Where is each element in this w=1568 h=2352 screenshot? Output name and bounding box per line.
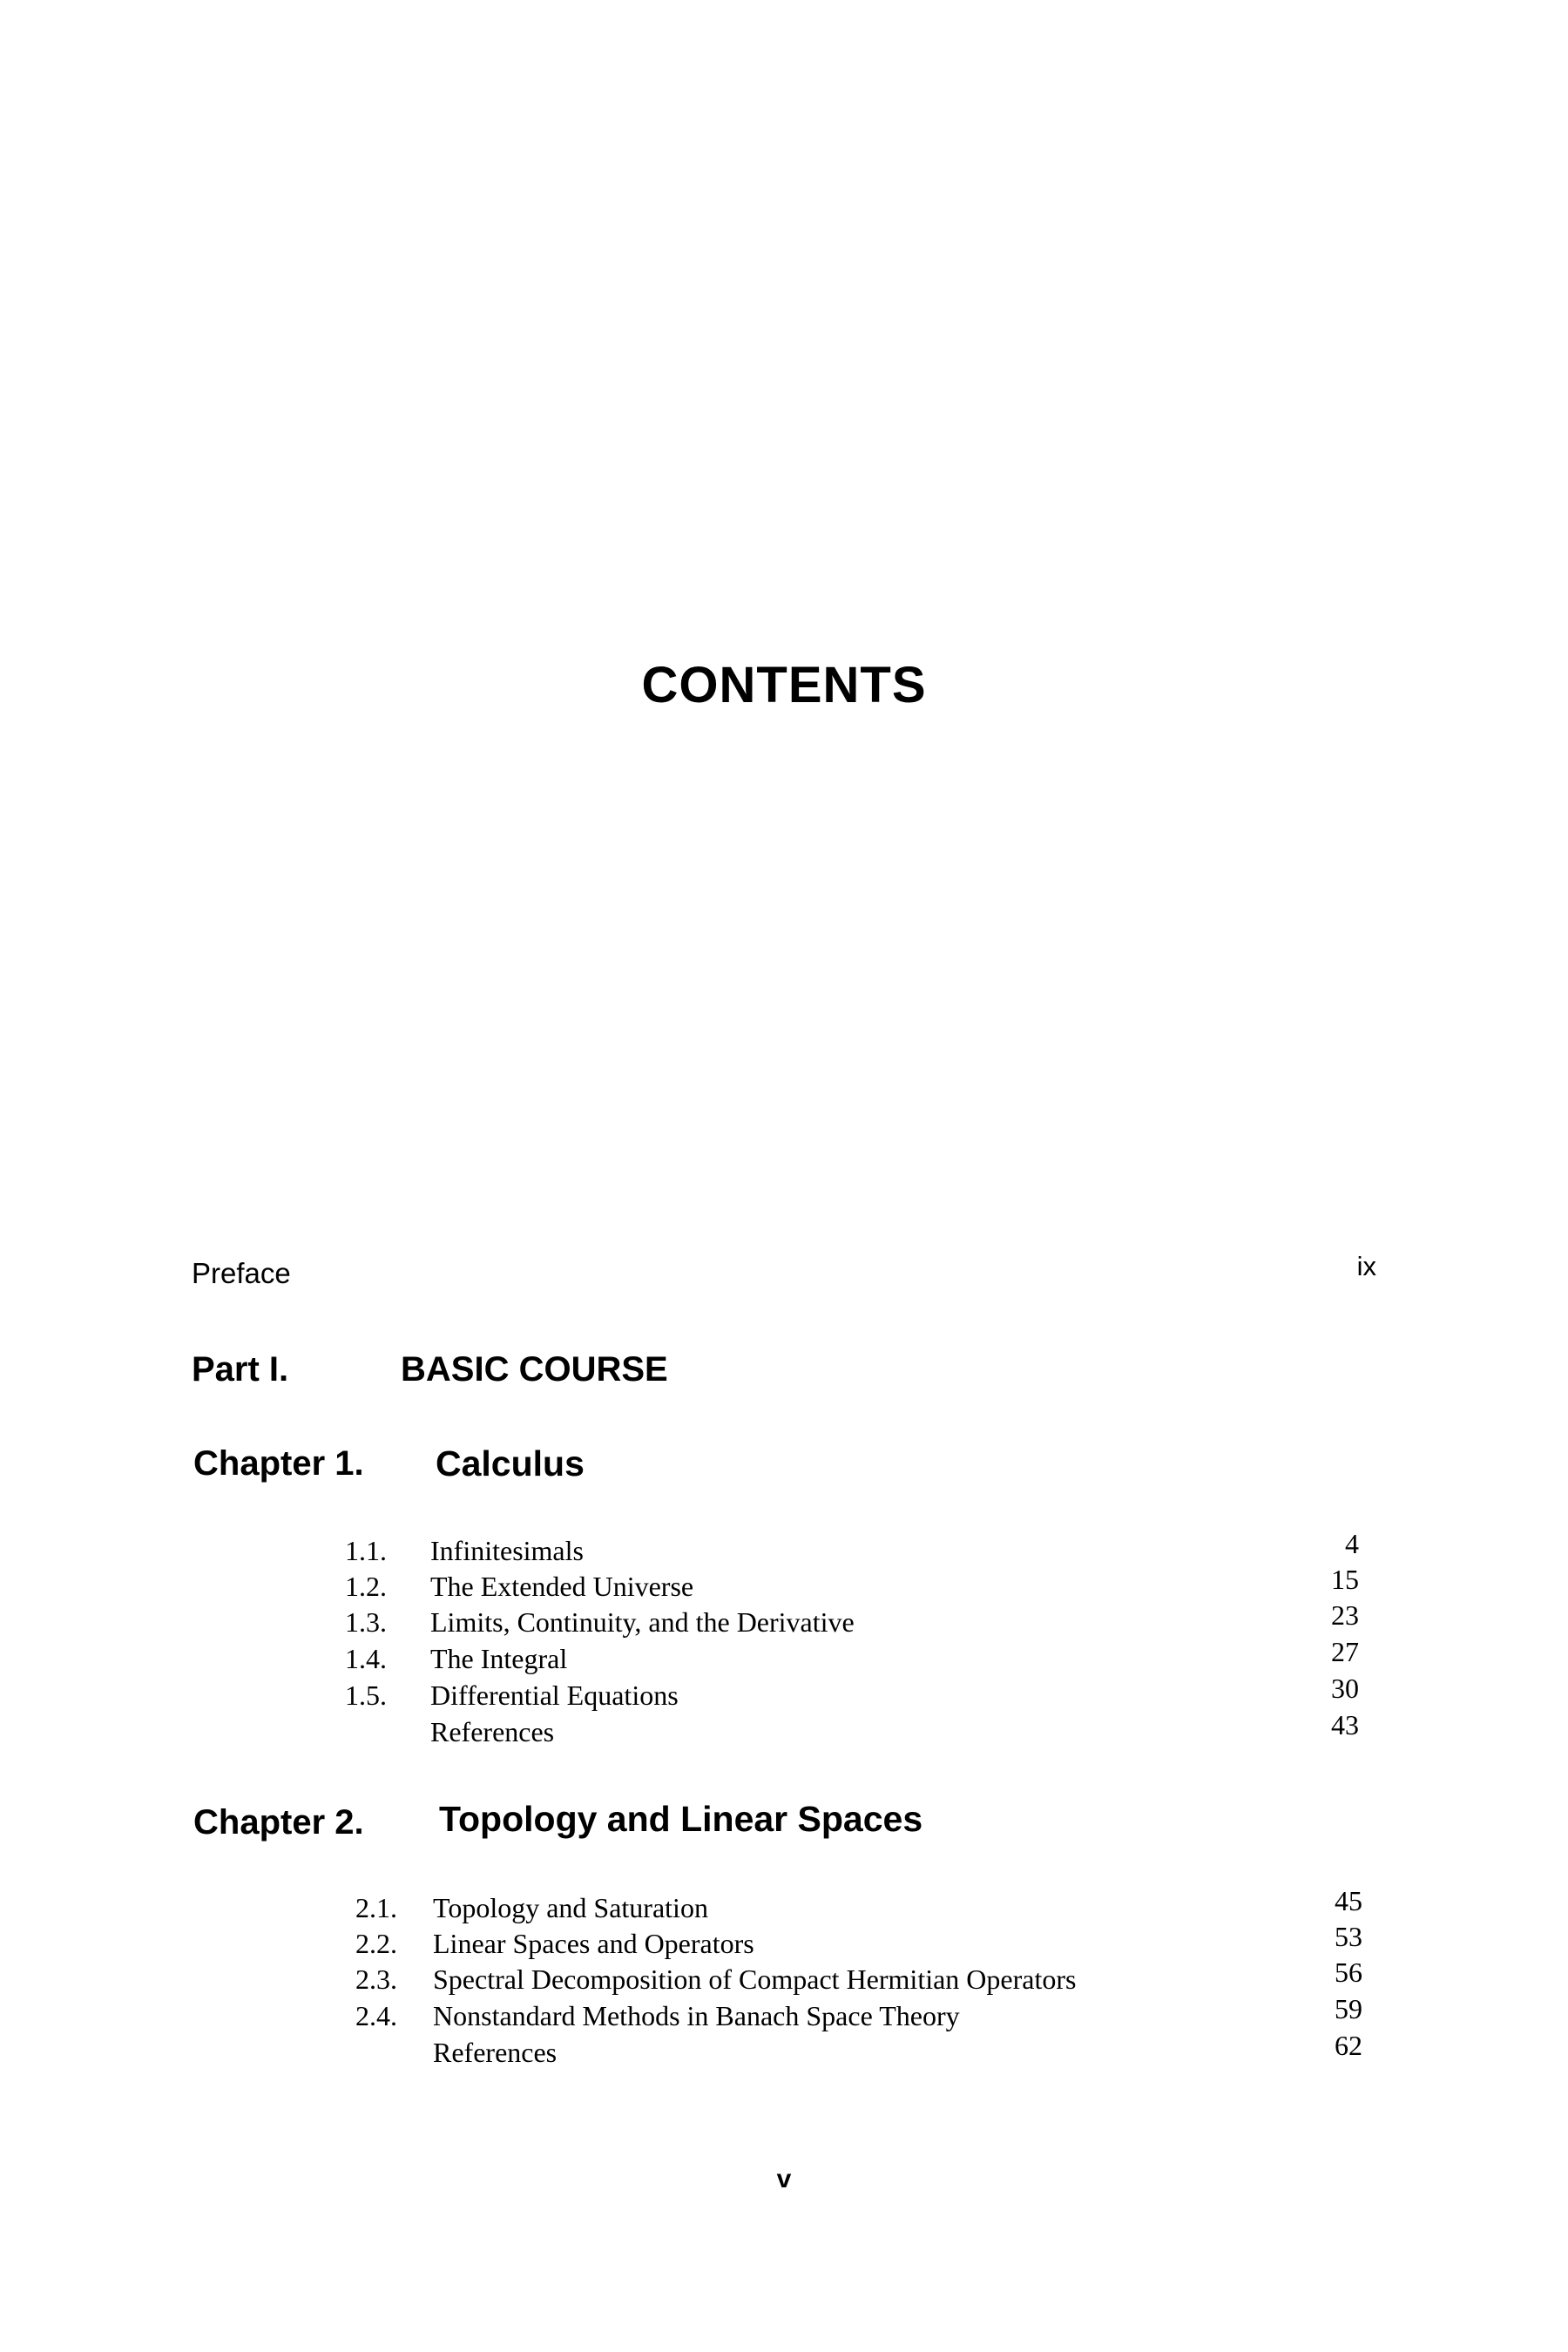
section-page-number: 43	[1331, 1709, 1359, 1740]
section-title: Spectral Decomposition of Compact Hermitian Operators	[433, 1963, 1077, 1995]
section-title: The Extended Universe	[430, 1571, 694, 1602]
section-page-number: 62	[1335, 2030, 1362, 2061]
chapter-2-label: Chapter 2.	[193, 1803, 364, 1842]
preface-label: Preface	[192, 1257, 291, 1289]
section-page-number: 53	[1335, 1921, 1362, 1952]
section-number: 1.3.	[345, 1606, 387, 1638]
section-number: 1.5.	[345, 1680, 387, 1711]
section-title: Nonstandard Methods in Banach Space Theory	[433, 2000, 960, 2031]
section-number: 1.2.	[345, 1571, 387, 1602]
section-title: Linear Spaces and Operators	[433, 1928, 754, 1959]
chapter-2-title: Topology and Linear Spaces	[439, 1799, 923, 1839]
section-number: 1.4.	[345, 1643, 387, 1674]
page-title: CONTENTS	[641, 657, 927, 713]
section-title: References	[433, 2037, 558, 2068]
preface-page-number: ix	[1356, 1251, 1376, 1281]
section-title: Differential Equations	[430, 1680, 679, 1711]
section-page-number: 23	[1331, 1599, 1359, 1631]
section-page-number: 4	[1345, 1528, 1359, 1559]
page-folio: v	[776, 2165, 792, 2193]
section-number: 2.4.	[355, 2000, 397, 2031]
section-title: Limits, Continuity, and the Derivative	[430, 1606, 855, 1638]
section-number: 2.2.	[355, 1928, 397, 1959]
section-page-number: 27	[1331, 1636, 1359, 1667]
section-title: References	[430, 1716, 555, 1747]
section-title: The Integral	[430, 1643, 568, 1674]
section-page-number: 59	[1335, 1993, 1362, 2024]
section-page-number: 56	[1335, 1957, 1362, 1988]
section-number: 2.3.	[355, 1963, 397, 1995]
toc-entry	[0, 1709, 1568, 1750]
part-label: Part I.	[192, 1350, 289, 1389]
section-page-number: 15	[1331, 1564, 1359, 1595]
section-title: Topology and Saturation	[433, 1892, 708, 1923]
chapter-1-label: Chapter 1.	[193, 1444, 364, 1483]
toc-entry	[0, 2030, 1568, 2071]
section-page-number: 30	[1331, 1673, 1359, 1704]
chapter-1-title: Calculus	[436, 1443, 585, 1484]
section-number: 1.1.	[345, 1535, 387, 1566]
section-page-number: 45	[1335, 1885, 1362, 1916]
section-number: 2.1.	[355, 1892, 397, 1923]
part-title: BASIC COURSE	[401, 1350, 668, 1389]
section-title: Infinitesimals	[430, 1535, 584, 1566]
